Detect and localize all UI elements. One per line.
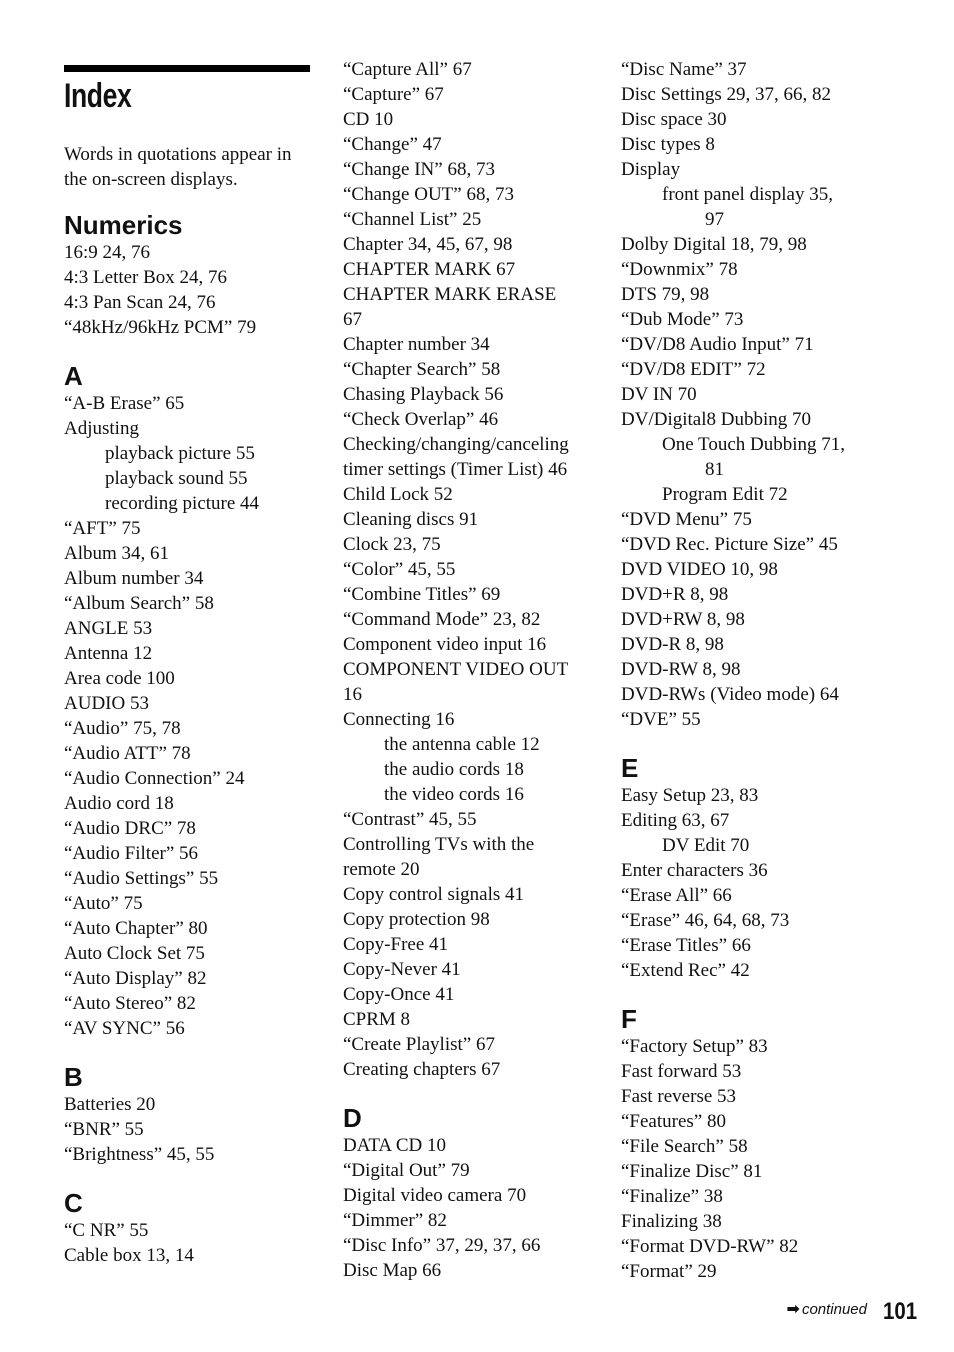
index-entry: Easy Setup 23, 83	[621, 785, 759, 806]
index-entry: “Audio Settings” 55	[64, 868, 219, 889]
index-entry: “Create Playlist” 67	[343, 1034, 495, 1055]
index-entry: 16:9 24, 76	[64, 242, 151, 263]
index-entry: “Auto Stereo” 82	[64, 993, 196, 1014]
index-entry: Child Lock 52	[343, 484, 453, 505]
index-entry: “Check Overlap” 46	[343, 409, 499, 430]
section-heading: Numerics	[64, 210, 183, 240]
index-entry: Copy control signals 41	[343, 884, 525, 905]
index-entry: Copy-Free 41	[343, 934, 449, 955]
index-entry: 4:3 Letter Box 24, 76	[64, 267, 228, 288]
index-entry: DATA CD 10	[343, 1135, 446, 1156]
section-heading: E	[621, 753, 639, 783]
section-gap	[343, 1082, 598, 1103]
section-gap	[621, 983, 886, 1004]
index-entry: “A-B Erase” 65	[64, 393, 185, 414]
index-entry: DVD-R 8, 98	[621, 634, 724, 655]
index-entry: Chapter number 34	[343, 334, 490, 355]
index-entry: “DVD Menu” 75	[621, 509, 752, 530]
index-entry: “Finalize Disc” 81	[621, 1161, 763, 1182]
index-entry: “C NR” 55	[64, 1220, 149, 1241]
index-entry: “Chapter Search” 58	[343, 359, 501, 380]
index-entry: “Erase All” 66	[621, 885, 732, 906]
index-subentry: playback sound 55	[105, 468, 248, 489]
index-entry: “Audio ATT” 78	[64, 743, 191, 764]
index-subentry: the antenna cable 12	[384, 734, 540, 755]
index-entry: Copy-Never 41	[343, 959, 461, 980]
index-entry: Cable box 13, 14	[64, 1245, 194, 1266]
index-entry: Display	[621, 159, 681, 180]
section-gap	[621, 732, 886, 753]
index-entry: 4:3 Pan Scan 24, 76	[64, 292, 216, 313]
index-entry: CHAPTER MARK 67	[343, 259, 516, 280]
index-entry: “Auto Display” 82	[64, 968, 207, 989]
index-entry: “DV/D8 EDIT” 72	[621, 359, 766, 380]
index-entry: Cleaning discs 91	[343, 509, 479, 530]
index-entry: “Change IN” 68, 73	[343, 159, 495, 180]
continued-note	[787, 1300, 867, 1320]
index-entry: Disc space 30	[621, 109, 727, 130]
index-entry: “Audio” 75, 78	[64, 718, 181, 739]
index-entry: “Audio DRC” 78	[64, 818, 196, 839]
index-subentry: front panel display 35,	[662, 184, 833, 205]
index-entry: “Channel List” 25	[343, 209, 482, 230]
page-title: Index	[64, 77, 132, 115]
index-entry: Dolby Digital 18, 79, 98	[621, 234, 807, 255]
section-heading: D	[343, 1103, 362, 1133]
index-entry: Creating chapters 67	[343, 1059, 501, 1080]
index-entry: Clock 23, 75	[343, 534, 441, 555]
section-gap	[64, 340, 324, 361]
index-entry: “48kHz/96kHz PCM” 79	[64, 317, 257, 338]
index-entry: Album 34, 61	[64, 543, 170, 564]
index-entry: Disc Settings 29, 37, 66, 82	[621, 84, 832, 105]
index-continuation: 97	[705, 209, 724, 230]
index-entry: “Contrast” 45, 55	[343, 809, 477, 830]
index-entry: DTS 79, 98	[621, 284, 710, 305]
index-entry: “AV SYNC” 56	[64, 1018, 185, 1039]
index-entry: “File Search” 58	[621, 1136, 748, 1157]
index-entry: Area code 100	[64, 668, 175, 689]
index-entry: “Change” 47	[343, 134, 442, 155]
index-entry: Finalizing 38	[621, 1211, 722, 1232]
index-entry: COMPONENT VIDEO OUT	[343, 659, 569, 680]
index-entry: Auto Clock Set 75	[64, 943, 205, 964]
index-entry: “Capture All” 67	[343, 59, 472, 80]
index-entry: “Color” 45, 55	[343, 559, 456, 580]
index-entry: Digital video camera 70	[343, 1185, 527, 1206]
index-entry: DVD+RW 8, 98	[621, 609, 745, 630]
index-entry: DVD-RWs (Video mode) 64	[621, 684, 839, 705]
index-entry: “Erase Titles” 66	[621, 935, 751, 956]
index-entry: “Format DVD-RW” 82	[621, 1236, 799, 1257]
index-entry: “Audio Connection” 24	[64, 768, 245, 789]
index-column-1	[64, 210, 324, 1268]
index-entry: “Auto” 75	[64, 893, 143, 914]
arrow-right-icon: ➡	[786, 1301, 800, 1318]
section-heading: B	[64, 1062, 83, 1092]
index-entry: Adjusting	[64, 418, 139, 439]
index-subentry: the audio cords 18	[384, 759, 524, 780]
index-entry: CHAPTER MARK ERASE	[343, 284, 557, 305]
index-entry: Connecting 16	[343, 709, 455, 730]
index-entry: Editing 63, 67	[621, 810, 730, 831]
section-heading: A	[64, 361, 83, 391]
index-entry: Checking/changing/canceling	[343, 434, 569, 455]
index-entry: Fast forward 53	[621, 1061, 742, 1082]
index-entry: “Extend Rec” 42	[621, 960, 750, 981]
index-entry: ANGLE 53	[64, 618, 153, 639]
index-entry: Album number 34	[64, 568, 204, 589]
index-entry: Copy protection 98	[343, 909, 490, 930]
index-subentry: recording picture 44	[105, 493, 260, 514]
index-entry: 67	[343, 309, 362, 330]
index-entry: “DVD Rec. Picture Size” 45	[621, 534, 838, 555]
section-gap	[64, 1167, 324, 1188]
index-entry: Disc types 8	[621, 134, 715, 155]
continued-label: continued	[801, 1301, 867, 1318]
section-heading: F	[621, 1004, 637, 1034]
index-entry: Component video input 16	[343, 634, 547, 655]
index-entry: “Format” 29	[621, 1261, 717, 1282]
index-entry: DV/Digital8 Dubbing 70	[621, 409, 811, 430]
index-entry: Chasing Playback 56	[343, 384, 504, 405]
section-heading: C	[64, 1188, 83, 1218]
index-subentry: DV Edit 70	[662, 835, 750, 856]
index-entry: “Disc Info” 37, 29, 37, 66	[343, 1235, 541, 1256]
index-entry: “Downmix” 78	[621, 259, 738, 280]
title-rule	[64, 65, 310, 72]
index-entry: Disc Map 66	[343, 1260, 442, 1281]
index-entry: “DV/D8 Audio Input” 71	[621, 334, 814, 355]
index-entry: Enter characters 36	[621, 860, 768, 881]
index-entry: Audio cord 18	[64, 793, 174, 814]
index-entry: “Dub Mode” 73	[621, 309, 744, 330]
index-column-3	[621, 57, 886, 1284]
index-entry: DV IN 70	[621, 384, 697, 405]
index-entry: “Disc Name” 37	[621, 59, 747, 80]
index-entry: “Digital Out” 79	[343, 1160, 470, 1181]
index-entry: “Erase” 46, 64, 68, 73	[621, 910, 790, 931]
page-number: 101	[882, 1298, 917, 1325]
index-entry: CD 10	[343, 109, 394, 130]
index-continuation: 81	[705, 459, 724, 480]
section-gap	[64, 1041, 324, 1062]
index-entry: “Brightness” 45, 55	[64, 1144, 215, 1165]
index-entry: “AFT” 75	[64, 518, 141, 539]
intro-text: Words in quotations appear in the on-screen displays.	[64, 144, 292, 190]
index-entry: “Capture” 67	[343, 84, 444, 105]
index-entry: “Album Search” 58	[64, 593, 214, 614]
index-entry: AUDIO 53	[64, 693, 149, 714]
index-entry: “Auto Chapter” 80	[64, 918, 208, 939]
index-entry: DVD-RW 8, 98	[621, 659, 741, 680]
index-entry: “Finalize” 38	[621, 1186, 723, 1207]
index-entry: “Dimmer” 82	[343, 1210, 447, 1231]
index-entry: 16	[343, 684, 362, 705]
index-entry: Copy-Once 41	[343, 984, 455, 1005]
index-subentry: the video cords 16	[384, 784, 524, 805]
index-entry: “Factory Setup” 83	[621, 1036, 768, 1057]
index-entry: Fast reverse 53	[621, 1086, 737, 1107]
index-entry: “Command Mode” 23, 82	[343, 609, 541, 630]
index-subentry: playback picture 55	[105, 443, 255, 464]
index-entry: DVD+R 8, 98	[621, 584, 729, 605]
index-subentry: Program Edit 72	[662, 484, 788, 505]
index-entry: DVD VIDEO 10, 98	[621, 559, 778, 580]
index-subentry: One Touch Dubbing 71,	[662, 434, 846, 455]
index-entry: Batteries 20	[64, 1094, 156, 1115]
index-entry: Controlling TVs with the	[343, 834, 535, 855]
index-entry: Chapter 34, 45, 67, 98	[343, 234, 513, 255]
index-entry: CPRM 8	[343, 1009, 411, 1030]
index-entry: “Combine Titles” 69	[343, 584, 501, 605]
index-entry: “DVE” 55	[621, 709, 701, 730]
index-column-2	[343, 57, 598, 1283]
index-entry: Antenna 12	[64, 643, 153, 664]
index-entry: timer settings (Timer List) 46	[343, 459, 568, 480]
index-entry: “BNR” 55	[64, 1119, 144, 1140]
index-entry: “Audio Filter” 56	[64, 843, 199, 864]
index-entry: “Change OUT” 68, 73	[343, 184, 514, 205]
index-entry: “Features” 80	[621, 1111, 726, 1132]
index-entry: remote 20	[343, 859, 420, 880]
